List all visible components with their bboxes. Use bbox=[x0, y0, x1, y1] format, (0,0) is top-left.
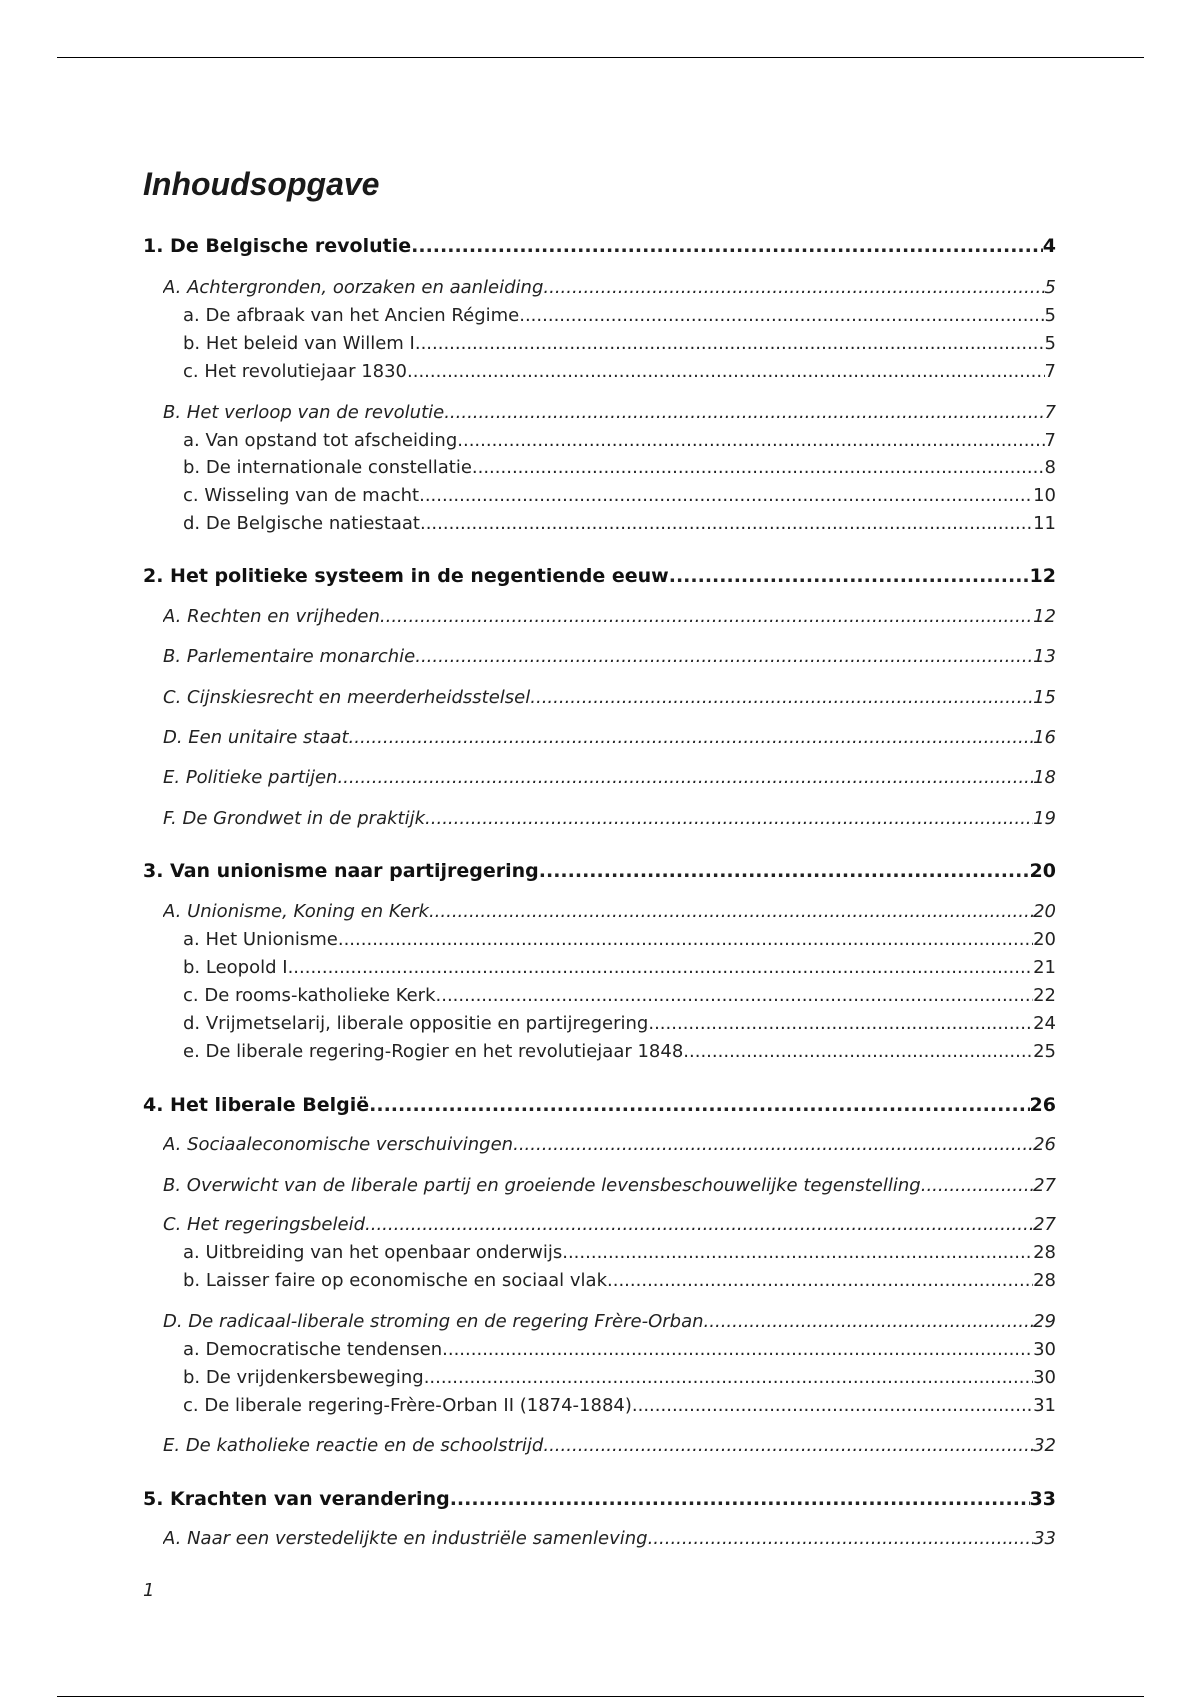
toc-entry-label: d. De Belgische natiestaat bbox=[183, 513, 420, 534]
toc-leader-dots bbox=[472, 455, 1045, 481]
toc-entry-page: 32 bbox=[1033, 1435, 1056, 1456]
toc-entry-label: a. Van opstand tot afscheiding bbox=[183, 430, 458, 451]
toc-entry-label: E. Politieke partijen bbox=[163, 767, 338, 788]
toc-entry-page: 11 bbox=[1033, 513, 1056, 534]
toc-entry-page: 10 bbox=[1033, 485, 1056, 506]
header-rule bbox=[57, 57, 1144, 58]
toc-entry-label: A. Achtergronden, oorzaken en aanleiding bbox=[163, 277, 544, 298]
toc-section[interactable] bbox=[163, 400, 1056, 426]
toc-section[interactable] bbox=[163, 1433, 1056, 1459]
toc-subsection[interactable] bbox=[183, 1393, 1056, 1419]
toc-entry-label: 1. De Belgische revolutie bbox=[143, 235, 412, 257]
toc-entry-label: c. De liberale regering-Frère-Orban II (1874-1884) bbox=[183, 1395, 632, 1416]
toc-leader-dots bbox=[365, 1212, 1033, 1238]
toc-leader-dots bbox=[425, 806, 1033, 832]
toc-section[interactable] bbox=[163, 1309, 1056, 1335]
toc-entry-page: 7 bbox=[1044, 430, 1056, 451]
toc-entry-label: D. De radicaal-liberale stroming en de regering Frère-Orban bbox=[163, 1311, 704, 1332]
toc-entry-label: F. De Grondwet in de praktijk bbox=[163, 808, 426, 829]
toc-subsection[interactable] bbox=[183, 331, 1056, 357]
toc-entry-page: 12 bbox=[1033, 606, 1056, 627]
toc-subsection[interactable] bbox=[183, 1337, 1056, 1363]
toc-leader-dots bbox=[349, 725, 1034, 751]
toc-section[interactable] bbox=[163, 1526, 1056, 1552]
toc-leader-dots bbox=[415, 331, 1045, 357]
toc-subsection[interactable] bbox=[183, 1011, 1056, 1037]
toc-entry-page: 20 bbox=[1033, 901, 1056, 922]
toc-leader-dots bbox=[444, 400, 1044, 426]
toc-subsection[interactable] bbox=[183, 483, 1056, 509]
toc-section[interactable] bbox=[163, 1212, 1056, 1238]
toc-entry-page: 24 bbox=[1033, 1013, 1056, 1034]
toc-chapter[interactable] bbox=[143, 1486, 1056, 1512]
toc-subsection[interactable] bbox=[183, 983, 1056, 1009]
toc-leader-dots bbox=[442, 1337, 1033, 1363]
toc-leader-dots bbox=[419, 483, 1033, 509]
toc-subsection[interactable] bbox=[183, 303, 1056, 329]
toc-leader-dots bbox=[338, 927, 1033, 953]
toc-section[interactable] bbox=[163, 275, 1056, 301]
toc-entry-label: a. De afbraak van het Ancien Régime bbox=[183, 305, 520, 326]
toc-chapter[interactable] bbox=[143, 563, 1056, 589]
toc-entry-label: c. De rooms-katholieke Kerk bbox=[183, 985, 436, 1006]
toc-entry-page: 7 bbox=[1044, 402, 1056, 423]
toc-entry-label: B. Parlementaire monarchie bbox=[163, 646, 416, 667]
toc-entry-label: 3. Van unionisme naar partijregering bbox=[143, 860, 539, 882]
toc-subsection[interactable] bbox=[183, 1039, 1056, 1065]
toc-entry-label: E. De katholieke reactie en de schoolstrijd bbox=[163, 1435, 544, 1456]
toc-leader-dots bbox=[429, 899, 1033, 925]
toc-section[interactable] bbox=[163, 1132, 1056, 1158]
toc-entry-page: 33 bbox=[1029, 1488, 1056, 1510]
toc-section[interactable] bbox=[163, 725, 1056, 751]
toc-chapter[interactable] bbox=[143, 1092, 1056, 1118]
toc-leader-dots bbox=[369, 1092, 1029, 1118]
toc-leader-dots bbox=[648, 1011, 1033, 1037]
toc-entry-label: 5. Krachten van verandering bbox=[143, 1488, 450, 1510]
toc-entry-page: 20 bbox=[1029, 860, 1056, 882]
toc-entry-page: 33 bbox=[1033, 1528, 1056, 1549]
toc-leader-dots bbox=[407, 359, 1045, 385]
toc-entry-page: 26 bbox=[1029, 1094, 1056, 1116]
toc-leader-dots bbox=[519, 303, 1044, 329]
toc-subsection[interactable] bbox=[183, 359, 1056, 385]
toc-entry-page: 19 bbox=[1033, 808, 1056, 829]
toc-leader-dots bbox=[926, 1173, 1033, 1199]
toc-leader-dots bbox=[420, 511, 1033, 537]
toc-entry-page: 27 bbox=[1033, 1214, 1056, 1235]
toc-entry-page: 20 bbox=[1033, 929, 1056, 950]
toc-subsection[interactable] bbox=[183, 1240, 1056, 1266]
toc-leader-dots bbox=[415, 644, 1033, 670]
toc-leader-dots bbox=[704, 1309, 1034, 1335]
toc-subsection[interactable] bbox=[183, 955, 1056, 981]
toc-entry-page: 8 bbox=[1044, 457, 1056, 478]
toc-leader-dots bbox=[450, 1486, 1030, 1512]
toc-entry-page: 29 bbox=[1033, 1311, 1056, 1332]
toc-entry-page: 28 bbox=[1033, 1242, 1056, 1263]
toc-subsection[interactable] bbox=[183, 1365, 1056, 1391]
toc-subsection[interactable] bbox=[183, 511, 1056, 537]
toc-chapter[interactable] bbox=[143, 233, 1056, 259]
toc-entry-page: 18 bbox=[1033, 767, 1056, 788]
toc-leader-dots bbox=[288, 955, 1034, 981]
toc-chapter[interactable] bbox=[143, 858, 1056, 884]
toc-leader-dots bbox=[607, 1268, 1033, 1294]
toc-entry-page: 16 bbox=[1033, 727, 1056, 748]
toc-entry-label: b. Het beleid van Willem I bbox=[183, 333, 415, 354]
toc-entry-page: 27 bbox=[1033, 1175, 1056, 1196]
toc-leader-dots bbox=[513, 1132, 1033, 1158]
toc-entry-label: 4. Het liberale België bbox=[143, 1094, 370, 1116]
toc-entry-label: A. Sociaaleconomische verschuivingen bbox=[163, 1134, 514, 1155]
toc-entry-label: 2. Het politieke systeem in de negentiende eeuw bbox=[143, 565, 669, 587]
toc-leader-dots bbox=[530, 685, 1033, 711]
page-title: Inhoudsopgave bbox=[143, 166, 380, 202]
toc-entry-label: C. Cijnskiesrecht en meerderheidsstelsel bbox=[163, 687, 531, 708]
toc-leader-dots bbox=[562, 1240, 1033, 1266]
toc-entry-page: 13 bbox=[1033, 646, 1056, 667]
toc-leader-dots bbox=[683, 1039, 1033, 1065]
toc-leader-dots bbox=[411, 233, 1043, 259]
toc-subsection[interactable] bbox=[183, 455, 1056, 481]
toc-entry-page: 15 bbox=[1033, 687, 1056, 708]
toc-section[interactable] bbox=[163, 899, 1056, 925]
toc-entry-label: A. Unionisme, Koning en Kerk bbox=[163, 901, 429, 922]
toc-entry-label: A. Naar een verstedelijkte en industriële samenleving bbox=[163, 1528, 648, 1549]
toc-leader-dots bbox=[539, 858, 1030, 884]
toc-entry-label: a. Uitbreiding van het openbaar onderwijs bbox=[183, 1242, 563, 1263]
toc-entry-page: 5 bbox=[1044, 305, 1056, 326]
toc-leader-dots bbox=[632, 1393, 1033, 1419]
toc-leader-dots bbox=[457, 428, 1044, 454]
toc-entry-label: d. Vrijmetselarij, liberale oppositie en partijregering bbox=[183, 1013, 649, 1034]
toc-entry-label: b. De vrijdenkersbeweging bbox=[183, 1367, 424, 1388]
toc-entry-page: 26 bbox=[1033, 1134, 1056, 1155]
toc-subsection[interactable] bbox=[183, 927, 1056, 953]
toc-leader-dots bbox=[424, 1365, 1033, 1391]
toc-leader-dots bbox=[543, 275, 1044, 301]
toc-leader-dots bbox=[380, 604, 1033, 630]
toc-entry-label: c. Wisseling van de macht bbox=[183, 485, 420, 506]
toc-entry-label: B. Het verloop van de revolutie bbox=[163, 402, 445, 423]
toc-entry-label: b. De internationale constellatie bbox=[183, 457, 472, 478]
toc-entry-label: A. Rechten en vrijheden bbox=[163, 606, 380, 627]
toc-section[interactable] bbox=[163, 644, 1056, 670]
toc-entry-page: 5 bbox=[1044, 277, 1056, 298]
toc-entry-page: 25 bbox=[1033, 1041, 1056, 1062]
toc-entry-label: c. Het revolutiejaar 1830 bbox=[183, 361, 408, 382]
toc-section[interactable] bbox=[163, 1173, 1056, 1199]
page-number: 1 bbox=[143, 1580, 155, 1601]
toc-entry-label: B. Overwicht van de liberale partij en groeiende levensbeschouwelijke tegenstelling. bbox=[163, 1175, 927, 1196]
toc-entry-page: 28 bbox=[1033, 1270, 1056, 1291]
toc-entry-label: b. Leopold I bbox=[183, 957, 288, 978]
toc-leader-dots bbox=[436, 983, 1034, 1009]
toc-leader-dots bbox=[337, 765, 1033, 791]
toc-entry-page: 21 bbox=[1033, 957, 1056, 978]
toc-entry-page: 12 bbox=[1029, 565, 1056, 587]
toc-entry-label: e. De liberale regering-Rogier en het revolutiejaar 1848 bbox=[183, 1041, 684, 1062]
toc-subsection[interactable] bbox=[183, 428, 1056, 454]
toc-entry-page: 4 bbox=[1042, 235, 1056, 257]
toc-section[interactable] bbox=[163, 604, 1056, 630]
toc-entry-label: a. Democratische tendensen bbox=[183, 1339, 443, 1360]
toc-entry-label: b. Laisser faire op economische en sociaal vlak bbox=[183, 1270, 608, 1291]
footer-rule bbox=[57, 1696, 1144, 1697]
toc-entry-label: C. Het regeringsbeleid bbox=[163, 1214, 365, 1235]
toc-leader-dots bbox=[543, 1433, 1033, 1459]
toc-entry-page: 30 bbox=[1033, 1367, 1056, 1388]
toc-entry-page: 5 bbox=[1044, 333, 1056, 354]
toc-section[interactable] bbox=[163, 806, 1056, 832]
toc-section[interactable] bbox=[163, 765, 1056, 791]
toc-subsection[interactable] bbox=[183, 1268, 1056, 1294]
toc-leader-dots bbox=[648, 1526, 1034, 1552]
toc-entry-page: 22 bbox=[1033, 985, 1056, 1006]
toc-entry-label: D. Een unitaire staat bbox=[163, 727, 349, 748]
toc-section[interactable] bbox=[163, 685, 1056, 711]
toc-leader-dots bbox=[669, 563, 1030, 589]
toc-entry-page: 31 bbox=[1033, 1395, 1056, 1416]
toc-entry-page: 30 bbox=[1033, 1339, 1056, 1360]
toc-entry-label: a. Het Unionisme bbox=[183, 929, 338, 950]
toc-entry-page: 7 bbox=[1044, 361, 1056, 382]
